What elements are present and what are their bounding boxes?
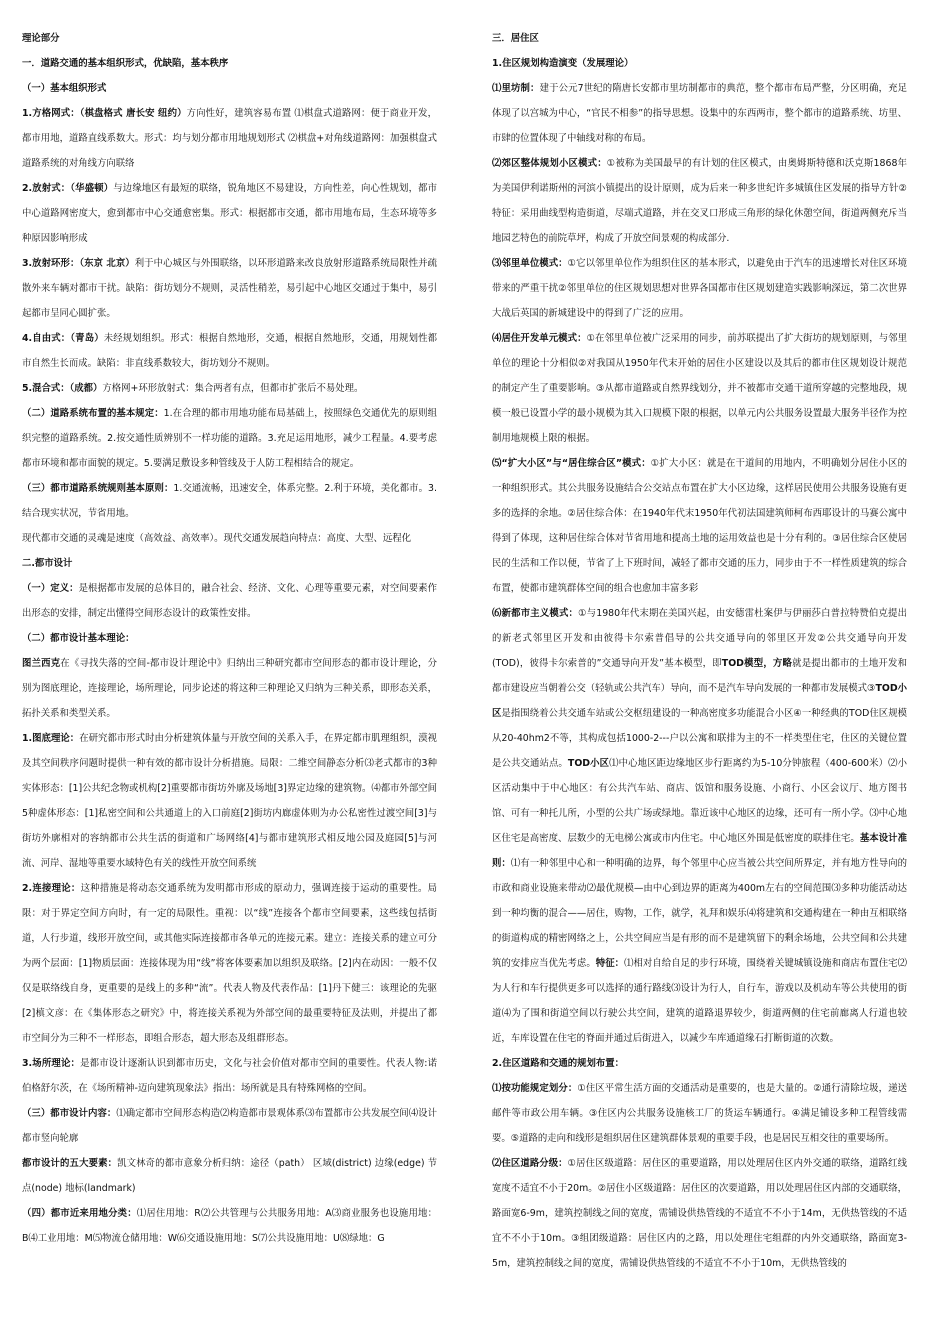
term-content: （三）都市设计内容： <box>22 1108 117 1119</box>
term-tod-model: TOD模型，方略 <box>721 658 793 669</box>
term-radial: 2.放射式：（华盛顿） <box>22 183 114 194</box>
term-definition: （一）定义： <box>22 583 79 594</box>
term-land-use: （四）都市近来用地分类： <box>22 1208 137 1219</box>
left-column <box>22 26 437 1251</box>
text-five-elements: 凯文林奇的都市意象分析归纳：途径（path） 区域(district) 边缘(edge) 节点(node) 地标(landmark) <box>22 1158 437 1194</box>
text-content: ⑴确定都市空间形态构造⑵构造都市景观体系⑶布置都市公共发展空间⑷设计都市竖向轮廓 <box>22 1108 437 1144</box>
text-suburb: ①被称为美国最早的有计划的住区模式，由奥姆斯特德和沃克斯1868年为美国伊利诺斯州的河滨小镇提出的设计原则，成为后来一种多世纪许多城镇住区发展的指导方针②特征：采用曲线型构造街道，尽端式道路，并在交叉口形成三角形的绿化休憩空间，街道两侧充斥当地园艺特色的前院草坪，构成了开放空间景观的构成部分. <box>492 158 907 244</box>
paragraph-dev-unit <box>492 326 907 451</box>
subheading-roads-traffic: 2.住区道路和交通的规划布置： <box>492 1058 624 1069</box>
term-suburb: ⑵郊区整体规划小区模式： <box>492 158 607 169</box>
paragraph-definition <box>22 576 437 626</box>
text-ring: 利于中心城区与外围联络，以环形道路来改良放射形道路系统局限性并疏散外来车辆对都市干扰。缺陷：街坊划分不规则，灵活性稍差，易引起中心地区交通过于集中，易引起都市呈同心圆扩张。 <box>22 258 437 319</box>
text-road-grade: ①居住区级道路：居住区的重要道路，用以处理居住区内外交通的联络，道路红线宽度不适宜不小于20m。②居住小区级道路：居住区的次要道路，用以处理居住区内部的交通联络，路面宽6-9m，建筑控制线之间的宽度，需铺设供热管线的不适宜不不小于14m，无供热管线的不适宜不不小于10m。③组团级道路：居住区内的之路，用以处理住宅组群的内外交通联络，路面宽3-5m，建筑控制线之间的宽度，需铺设供热管线的不适宜不不小于10m，无供热管线的 <box>492 1158 907 1269</box>
subheading-theory: （二）都市设计基本理论： <box>22 633 135 644</box>
paragraph-linkage <box>22 876 437 1051</box>
paragraph-content <box>22 1101 437 1151</box>
paragraph-expand <box>492 451 907 601</box>
text-function: ①住区平常生活方面的交通活动是重要的，也是大量的。②通行清除垃圾，递送邮件等市政公用车辆。③住区内公共服务设施核工厂的货运车辆通行。④满足铺设多种工程管线需要。⑤道路的走向和线形是组织居住区建筑群体景观的重要手段，也是居民互相交往的重要场所。 <box>492 1083 907 1144</box>
paragraph-trancik <box>22 651 437 726</box>
paragraph-five-elements <box>22 1151 437 1201</box>
paragraph-mixed <box>22 376 437 401</box>
text-new-urbanism-3: 是指围绕着公共交通车站或公交枢纽建设的一种高密度多功能混合小区④一种经典的TOD住区规模从20-40hm2不等，其构成包括1000-2---户以公寓和联排为主的不一样类型住宅，住区的关键位置是公共交通站点。 <box>492 708 907 769</box>
term-road-grade: ⑵住区道路分级： <box>492 1158 568 1169</box>
paragraph-figure-ground <box>22 726 437 876</box>
text-principle: 1.在合理的都市用地功能布局基础上，按照绿色交通优先的原则组织完整的道路系统。2.按交通性质辨别不一样功能的道路。3.充足运用地形，减少工程量。4.要考虑都市环境和都市面貌的规定。5.要满足敷设多种管线及于人防工程相结合的规定。 <box>22 408 437 469</box>
paragraph-suburb <box>492 151 907 251</box>
term-ring: 3.放射环形：（东京 北京） <box>22 258 135 269</box>
text-expand: ①扩大小区：就是在干道间的用地内，不明确划分居住小区的一种组织形式。其公共服务设施结合公交站点布置在扩大小区边缘，这样居民使用公共服务设施有更多的选择的余地。②居住综合体：在1940年代末1950年代初法国建筑师柯布西耶设计的马赛公寓中得到了体现，这种居住综合体对节省用地和提高土地的运用效益也是十分有利的。③居住综合区使居民的生活和工作以便，节省了上下班时间，减轻了都市交通的压力，同步由于不一样性质建筑的综合布置，使都市建筑群体空间的组合也愈加丰富多彩 <box>492 458 907 594</box>
term-trancik: 图兰西克 <box>22 658 61 669</box>
term-dev-unit: ⑷居住开发单元模式： <box>492 333 587 344</box>
right-column <box>492 26 907 1276</box>
text-dev-unit: ①在邻里单位被广泛采用的同步，前苏联提出了扩大街坊的规划原则，与邻里单位的理论十分相似②对我国从1950年代末开始的居住小区建设以及其后的都市住区规划设计规范的制定产生了重要影响。③从都市道路或自然界线划分，并不被都市交通干道所穿越的完整地段，规模一般已设置小学的最小规模为其入口规模下限的根据，以单元内公共服务设置最大服务半径作为控制用地规模上限的根据。 <box>492 333 907 444</box>
paragraph-neighborhood <box>492 251 907 326</box>
text-new-urbanism-2: 就是提出都市的土地开发和都市建设应当朝着公交（轻轨或公共汽车）导向，而不是汽车导向发展的一种都市发展模式③ <box>492 658 907 694</box>
paragraph-lifang <box>492 76 907 151</box>
text-land-use: ⑴居住用地：R⑵公共管理与公共服务用地：A⑶商业服务也设施用地：B⑷工业用地：M⑸物流仓储用地：W⑹交通设施用地：S⑺公共设施用地：U⑻绿地：G <box>22 1208 437 1244</box>
term-rule: （三）都市道路系统规则基本原则： <box>22 483 174 494</box>
section-heading-urban-design: 二.都市设计 <box>22 558 73 569</box>
paragraph-new-urbanism <box>492 601 907 1051</box>
paragraph-free <box>22 326 437 376</box>
text-new-urbanism-6: ⑴相对自给自足的步行环境，围绕着关键城镇设施和商店布置住宅⑵为人行和车行提供更多可以选择的通行路线⑶设计为行人，自行车，游戏以及机动车等公共使用的街道⑷为了围和街道空间以行驶公共空间，建筑的道路退界较少，街道两侧的住宅前廊离人行道也较近，车库设置在住宅的脊面并通过后街进入，以减少车库通道缘石打断街道的次数。 <box>492 958 907 1044</box>
paragraph-place <box>22 1051 437 1101</box>
term-function: ⑴按功能规定划分： <box>492 1083 578 1094</box>
text-new-urbanism-1: ①与1980年代末期在美国兴起，由安德雷杜案伊与伊丽莎白普拉特赞伯克提出的新老式邻里区开发和由彼得卡尔索普倡导的公共交通导向的邻里区开发②公共交通导向开发(TOD)，彼得卡尔索普的”交通导向开发”基本模型，即 <box>492 608 907 669</box>
paragraph-radial <box>22 176 437 251</box>
term-grid: 1.方格网式：（棋盘格式 唐长安 纽约） <box>22 108 187 119</box>
term-five-elements: 都市设计的五大要素： <box>22 1158 118 1169</box>
term-expand: ⑸“扩大小区”与“居住综合区”模式： <box>492 458 651 469</box>
subheading-evolution: 1.住区规划构造演变（发展理论） <box>492 58 634 69</box>
paragraph-grid <box>22 101 437 176</box>
text-rule: 1.交通流畅，迅速安全，体系完整。2.利于环境，美化都市。3.结合现实状况，节省用地。 <box>22 483 437 519</box>
term-design-criteria: 基本设计准则： <box>492 833 907 869</box>
paragraph-ring <box>22 251 437 326</box>
text-definition: 是根据都市发展的总体目的，融合社会、经济、文化、心理等重要元素，对空间要素作出形态的安排，制定出懂得空间形态设计的政策性安排。 <box>22 583 437 619</box>
paragraph-function <box>492 1076 907 1151</box>
term-new-urbanism: ⑹新都市主义模式： <box>492 608 579 619</box>
term-place: 3.场所理论： <box>22 1058 81 1069</box>
paragraph-soul: 现代都市交通的灵魂是速度（高效益、高效率）。现代交通发展趋向特点：高度、大型、远程化 <box>22 533 412 544</box>
doc-title: 理论部分 <box>22 33 60 44</box>
text-figure-ground: 在研究都市形式时由分析建筑体量与开放空间的关系入手，在界定都市肌理组织，漠视及其空间秩序问题时提供一种有效的都市设计分析措施。局限：二维空间静态分析⑶老式都市的3种实体形态：[1]公共纪念物或机构[2]重要都市街坊外廓及场地[3]界定边缘的建筑物。⑷都市外部空间5种虚体形态：[1]私密空间和公共通道上的入口前庭[2]街坊内廊虚体则为办公私密性过渡空间[3]与街坊外廓相对的容纳都市公共生活的街道和广场网络[4]与都市建筑形式相反地公园及庭园[5]与河流、河岸、湿地等重要水域特色有关的线性开放空间系统 <box>22 733 437 869</box>
text-free: 未经规划组织。形式：根据自然地形，交通，根据自然地形，交通，用规划性都市自然生长而成。缺陷：非直线系数较大，街坊划分不规则。 <box>22 333 437 369</box>
paragraph-principle <box>22 401 437 476</box>
term-principle: （二）道路系统布置的基本规定： <box>22 408 164 419</box>
term-tod-community-2: TOD小区 <box>567 758 610 769</box>
term-mixed: 5.混合式：（成都） <box>22 383 103 394</box>
section-heading-residential: 三．居住区 <box>492 33 539 44</box>
term-features: 特征： <box>595 958 625 969</box>
paragraph-road-grade <box>492 1151 907 1276</box>
text-neighborhood: ①它以邻里单位作为组织住区的基本形式，以避免由于汽车的迅速增长对住区环境带来的严重干扰②邻里单位的住区规划思想对世界各国都市住区规划建造实践影响深远，第二次世界大战后英国的新城建设中的得到了广泛的应用。 <box>492 258 907 319</box>
text-new-urbanism-4: ⑴中心地区距边缘地区步行距离约为5-10分钟旅程（400-600米）⑵小区活动集中于中心地区：有公共汽车站、商店、饭馆和服务设施、小商行、小区会议厅、地方图书馆、可有一种托儿所，小型的公共广场或绿地。靠近该中心地区的边缘，还可有一所小学。⑶中心地区住宅是高密度、层数少的无电梯公寓或市内住宅。中心地区外围是低密度的联排住宅。 <box>492 758 907 844</box>
text-lifang: 建于公元7世纪的隋唐长安都市里坊制都市的典范，整个都市布局严整，分区明确，充足体现了以宫城为中心，“官民不相参”的指导思想。设集中的东西两市，整个都市的道路系统、坊里、市肆的位置体现了中轴线对称的布局。 <box>492 83 907 144</box>
term-neighborhood: ⑶邻里单位模式： <box>492 258 568 269</box>
term-free: 4.自由式：（青岛） <box>22 333 104 344</box>
term-lifang: ⑴里坊制： <box>492 83 540 94</box>
text-linkage: 这种措施是将动态交通系统为发明都市形成的原动力，强调连接于运动的重要性。局限：对于界定空间方向时，有一定的局限性。重视：以“线”连接各个都市空间要素，这些线包括街道，人行步道，线形开放空间，或其他实际连接都市各单元的连接元素。建立：连接关系的建立可分为两个层面：[1]物质层面：连接体现为用“线”将客体要素加以组织及联络。[2]内在动因：一般不仅仅是联络线自身，更重要的是线上的多种“流”。代表人物及代表作品：[1]丹下健三：该理论的先驱[2]槙文彦：在《集体形态之研究》中，将连接关系视为外部空间的最重要特征及法则，并提出了都市空间分为三种不一样形态，即组合形态，超大形态及组群形态。 <box>22 883 437 1044</box>
term-figure-ground: 1.图底理论： <box>22 733 80 744</box>
text-radial: 与边缘地区有最短的联络，锐角地区不易建设，方向性差，向心性规划，都市中心道路网密度大，愈到都市中心交通愈密集。形式：根据都市交通，都市用地布局，生态环境等多种原因影响形成 <box>22 183 437 244</box>
subheading-basic-forms: （一）基本组织形式 <box>22 83 107 94</box>
text-mixed: 方格网+环形放射式：集合两者有点，但都市扩张后不易处理。 <box>102 383 364 394</box>
section-heading-roads: 一．道路交通的基本组织形式，优缺陷，基本秩序 <box>22 58 229 69</box>
text-place: 是都市设计逐渐认识到都市历史，文化与社会价值对都市空间的重要性。代表人物:诺伯格舒尔茨，在《场所精神-迈向建筑现象法》指出：场所就是具有特殊网格的空间。 <box>22 1058 437 1094</box>
text-new-urbanism-5: ⑴有一种邻里中心和一种明确的边界，每个邻里中心应当被公共空间所界定，并有地方性导向的市政和商业设施来带动⑵最优规模—由中心到边界的距离为400m左右的空间范围⑶多种功能活动达到一种均衡的混合——居住，购物，工作，就学，礼拜和娱乐⑷将建筑和交通构建在一种由互相联络的街道构成的精密网络之上，公共空间应当是有形的而不是建筑留下的剩余场地，公共空间和公共建筑的安排应当优先考虑。 <box>492 858 907 969</box>
paragraph-land-use <box>22 1201 437 1251</box>
text-trancik: 在《寻找失落的空间-都市设计理论中》归纳出三种研究都市空间形态的都市设计理论，分别为图底理论，连接理论，场所理论，同步论述的将这种三种理论又归纳为三种关系，即形态关系，拓扑关系和类型关系。 <box>22 658 437 719</box>
term-linkage: 2.连接理论： <box>22 883 81 894</box>
paragraph-rule <box>22 476 437 526</box>
text-grid: 方向性好，建筑容易布置 ⑴棋盘式道路网：便于商业开发，都市用地，道路直线系数大。形式：均与划分都市用地规划形式 ⑵棋盘+对角线道路网：加强棋盘式道路系统的对角线方向联络 <box>22 108 438 169</box>
term-tod-community: TOD小区 <box>492 683 907 719</box>
